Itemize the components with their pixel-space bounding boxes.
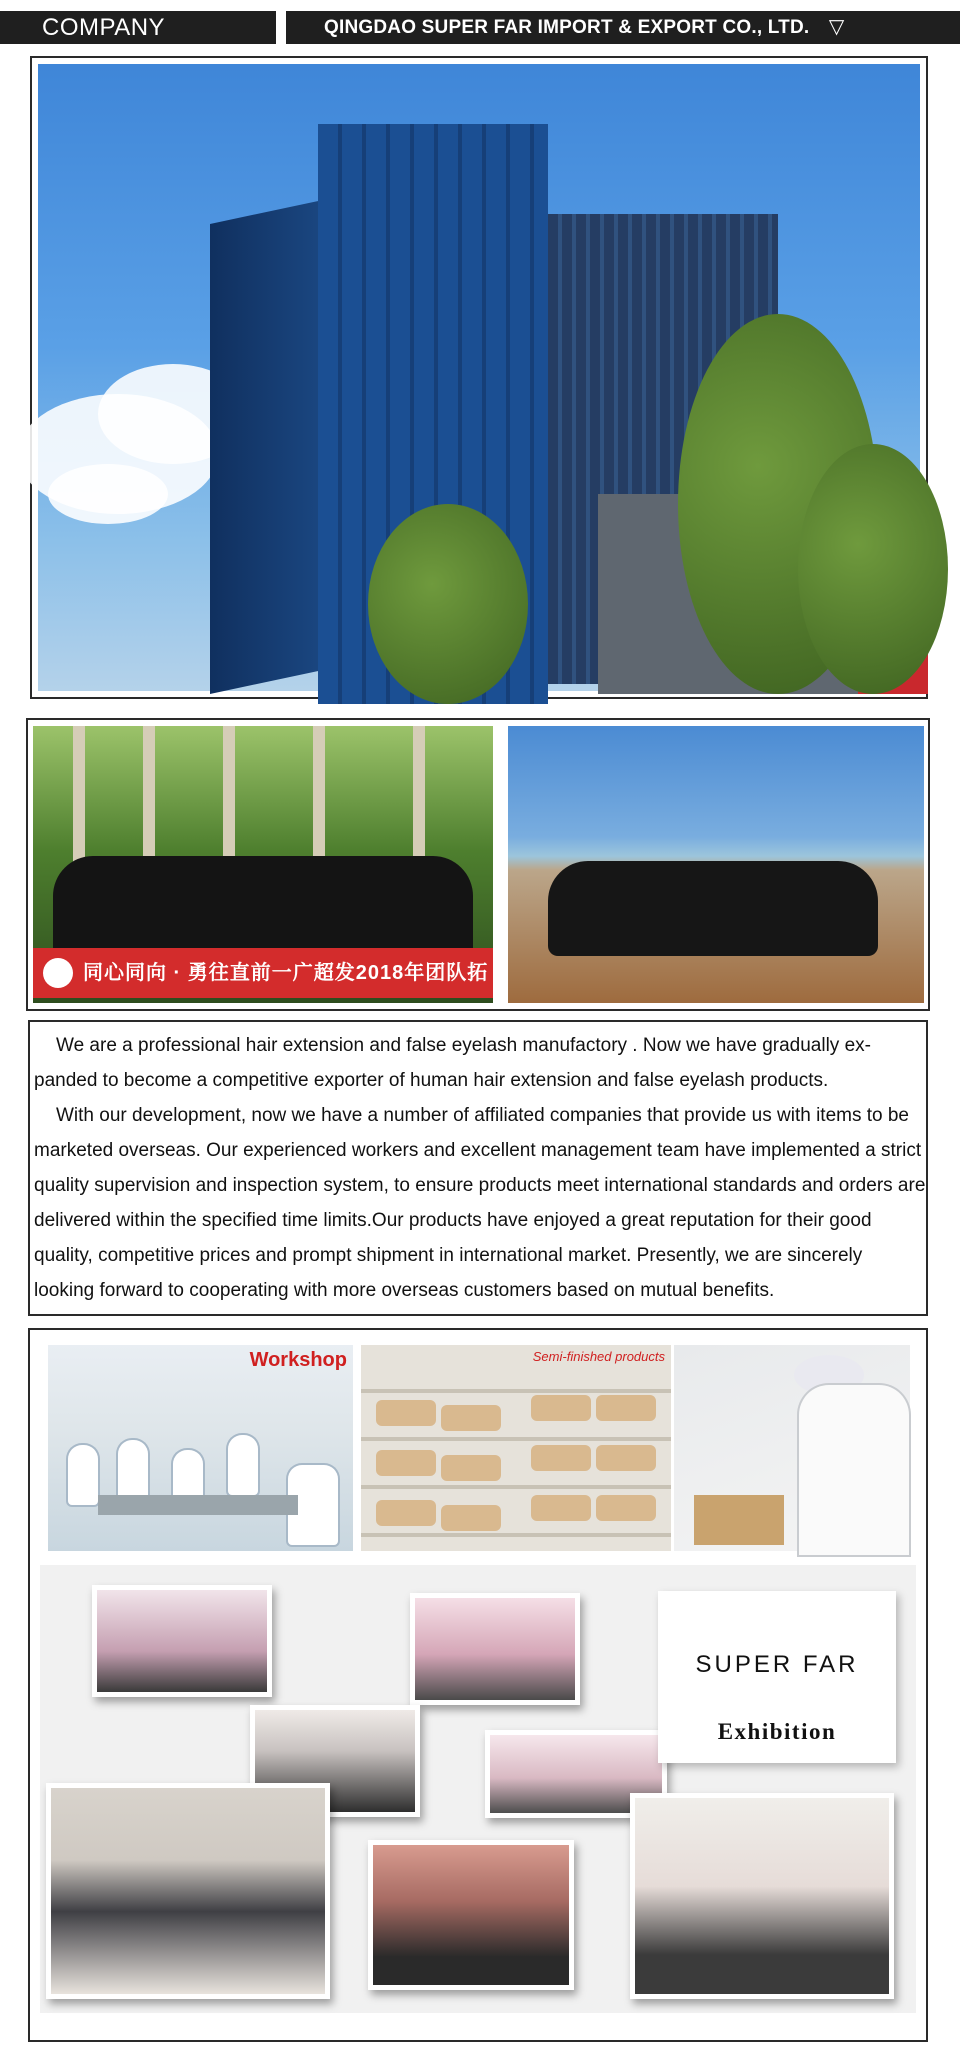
factory-photo xyxy=(630,1793,894,1999)
about-paragraph-1: We are a professional hair extension and false eyelash manufactory . Now we have gradually ex-panded to become a competitive exporter of human hair extension and false eyelash products. xyxy=(34,1035,871,1091)
workshop-photo xyxy=(48,1345,353,1551)
exhibition-photo xyxy=(92,1585,272,1697)
team-banner xyxy=(33,948,493,998)
worker-closeup-photo xyxy=(674,1345,910,1551)
about-text-box xyxy=(28,1020,928,1316)
exhibition-photo xyxy=(410,1593,580,1705)
exhibition-brand-card xyxy=(658,1591,896,1763)
about-paragraph-2: With our development, now we have a number of affiliated companies that provide us with items to be marketed overseas. Our experienced workers and excellent management team have implemented a strict quality supervision and inspection system, to ensure products meet international standards and orders are delivered within the specified time limits.Our products have enjoyed a great reputation for their good quality, competitive prices and prompt shipment in international market. Presently, we are sincerely looking forward to cooperating with more overseas customers based on mutual benefits. xyxy=(34,1105,926,1301)
exhibition-collage xyxy=(40,1565,916,2013)
company-profile-title: COMPANY xyxy=(0,11,276,44)
company-name-bar[interactable] xyxy=(286,11,960,44)
team-group-photo xyxy=(46,1783,330,1999)
exhibition-title: Exhibition xyxy=(717,1719,837,1744)
team-forest-photo xyxy=(33,726,493,1003)
exhibition-photo xyxy=(368,1840,574,1990)
team-banner-text: 同心同向 · 勇往直前一广超发2018年团队拓 xyxy=(83,962,489,984)
header-divider xyxy=(276,11,286,44)
semi-finished-label: Semi-finished products xyxy=(532,1349,665,1364)
building-photo xyxy=(38,64,920,691)
dropdown-triangle-icon[interactable]: ▽ xyxy=(828,16,845,38)
semi-finished-products-photo xyxy=(361,1345,671,1551)
team-beach-photo xyxy=(508,726,924,1003)
company-name: QINGDAO SUPER FAR IMPORT & EXPORT CO., LTD. xyxy=(324,17,810,38)
workshop-label: Workshop xyxy=(249,1349,347,1371)
banner-logo-icon xyxy=(43,958,73,988)
brand-name: SUPER FAR xyxy=(695,1651,859,1678)
